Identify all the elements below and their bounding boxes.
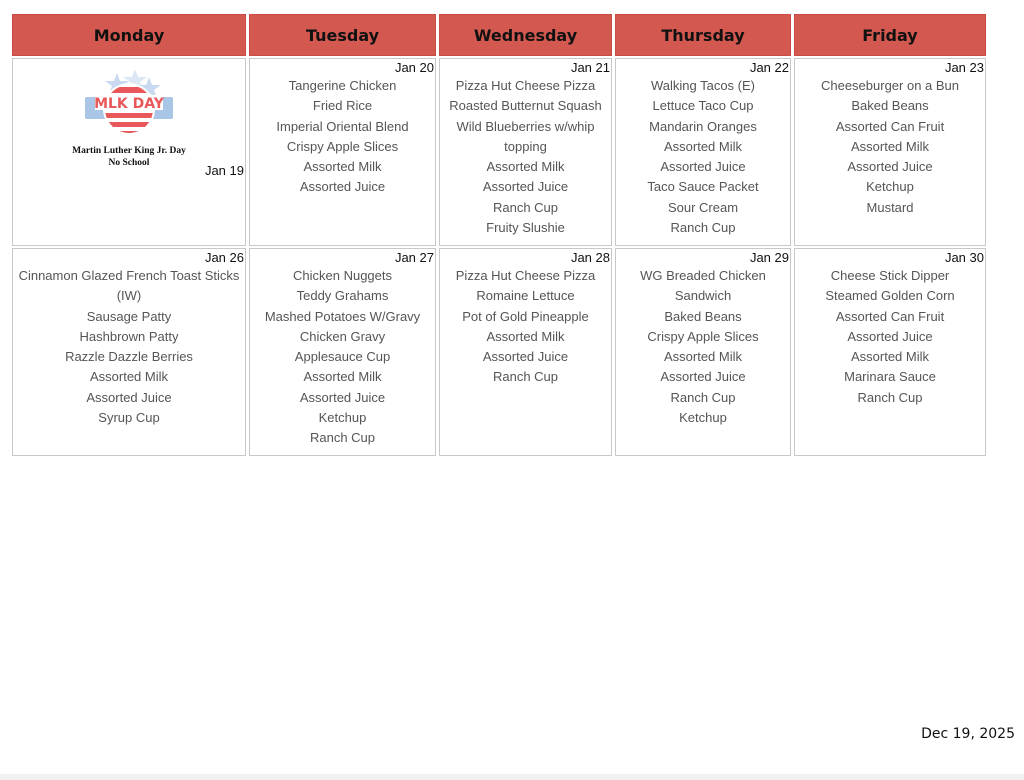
menu-item: Assorted Milk <box>486 159 565 175</box>
day-date: Jan 19 <box>204 163 244 178</box>
day-cell-jan-19 <box>12 58 246 246</box>
day-date: Jan 29 <box>749 250 789 265</box>
holiday-note: No School <box>108 158 150 168</box>
day-cell <box>249 58 436 246</box>
menu-item: Ranch Cup <box>670 220 736 236</box>
menu-item: Mandarin Oranges <box>649 118 757 134</box>
header-wednesday: Wednesday <box>439 14 612 56</box>
menu-item: Pot of Gold Pineapple <box>462 308 589 324</box>
menu-item: Assorted Milk <box>486 328 565 344</box>
menu-item: Cheese Stick Dipper <box>830 268 950 283</box>
menu-item: Assorted Milk <box>663 349 743 365</box>
menu-list <box>795 266 985 408</box>
menu-item: Cheeseburger on a Bun <box>820 78 960 93</box>
menu-item: Sausage Patty <box>86 308 172 324</box>
menu-list <box>616 266 790 428</box>
day-cell <box>794 248 986 456</box>
menu-item: Assorted Milk <box>850 349 930 365</box>
menu-item: Assorted Juice <box>299 389 386 405</box>
menu-item: Marinara Sauce <box>844 369 936 385</box>
day-date: Jan 21 <box>570 60 610 75</box>
menu-list <box>250 76 435 198</box>
day-date: Jan 27 <box>394 250 434 265</box>
menu-item: Ranch Cup <box>492 369 559 385</box>
menu-list <box>13 266 245 428</box>
menu-item: Roasted Butternut Squash <box>449 98 602 114</box>
menu-item: Assorted Milk <box>663 138 743 154</box>
menu-item: Sour Cream <box>667 199 739 215</box>
menu-list <box>795 76 985 218</box>
menu-item: Chicken Nuggets <box>293 268 392 283</box>
menu-item: Teddy Grahams <box>296 288 389 304</box>
menu-item: Romaine Lettuce <box>476 288 575 304</box>
menu-item: Assorted Milk <box>89 369 169 385</box>
menu-list <box>250 266 435 449</box>
menu-item: Ranch Cup <box>309 430 376 446</box>
menu-item: Assorted Juice <box>660 369 746 385</box>
menu-item: Baked Beans <box>664 308 742 324</box>
menu-item: WG Breaded Chicken <box>640 268 766 283</box>
day-date: Jan 30 <box>944 250 984 265</box>
week-row-2 <box>12 248 986 456</box>
day-date: Jan 26 <box>204 250 244 265</box>
menu-item: Steamed Golden Corn <box>825 288 955 304</box>
menu-item: Pizza Hut Cheese Pizza <box>455 78 596 93</box>
menu-item: Crispy Apple Slices <box>647 328 759 344</box>
weekday-header-row <box>12 14 986 56</box>
menu-item: Ketchup <box>318 410 367 426</box>
menu-item: Taco Sauce Packet <box>647 179 759 195</box>
day-cell <box>12 248 246 456</box>
mlk-day-badge-icon <box>79 67 179 139</box>
mlk-day-logo-text: MLK DAY <box>94 96 164 112</box>
menu-item: Assorted Can Fruit <box>835 118 945 134</box>
menu-item: Assorted Juice <box>86 389 172 405</box>
day-cell <box>439 58 612 246</box>
day-cell <box>615 58 791 246</box>
menu-item: Assorted Juice <box>482 179 569 195</box>
menu-item: Ketchup <box>679 410 727 426</box>
day-date: Jan 20 <box>394 60 434 75</box>
menu-item: Razzle Dazzle Berries <box>65 349 193 365</box>
menu-item: Walking Tacos (E) <box>650 78 756 93</box>
menu-item: Wild Blueberries w/whip <box>456 118 595 134</box>
header-thursday: Thursday <box>615 14 791 56</box>
menu-item: Applesauce Cup <box>294 349 391 365</box>
menu-list <box>440 266 611 388</box>
menu-item: Assorted Juice <box>299 179 386 195</box>
menu-item: Fruity Slushie <box>486 220 565 236</box>
day-cell <box>615 248 791 456</box>
menu-item: Imperial Oriental Blend <box>276 118 409 134</box>
menu-list <box>440 76 611 238</box>
menu-item: Assorted Milk <box>303 369 382 385</box>
menu-item: Ketchup <box>866 179 914 195</box>
menu-item: Sandwich <box>674 288 732 304</box>
menu-item: Syrup Cup <box>98 410 160 426</box>
day-cell <box>794 58 986 246</box>
menu-item: Mashed Potatoes W/Gravy <box>264 308 421 324</box>
menu-item: Hashbrown Patty <box>79 328 179 344</box>
day-cell <box>439 248 612 456</box>
menu-item: Assorted Juice <box>847 328 933 344</box>
menu-item: topping <box>504 138 547 154</box>
header-friday: Friday <box>794 14 986 56</box>
menu-item: Chicken Gravy <box>299 328 386 344</box>
menu-item: Fried Rice <box>312 98 373 114</box>
menu-item: Assorted Milk <box>303 159 382 175</box>
menu-item: Assorted Juice <box>847 159 933 175</box>
week-row-1 <box>12 58 986 246</box>
printed-date: Dec 19, 2025 <box>921 726 1015 742</box>
menu-item: Pizza Hut Cheese Pizza <box>455 268 596 283</box>
header-tuesday: Tuesday <box>249 14 436 56</box>
header-monday: Monday <box>12 14 246 56</box>
menu-item: (IW) <box>116 288 142 304</box>
day-date: Jan 28 <box>570 250 610 265</box>
menu-item: Assorted Juice <box>482 349 569 365</box>
menu-item: Ranch Cup <box>492 199 559 215</box>
menu-list <box>616 76 790 238</box>
day-date: Jan 22 <box>749 60 789 75</box>
holiday-name: Martin Luther King Jr. Day <box>72 146 186 156</box>
menu-item: Mustard <box>866 199 914 215</box>
menu-item: Cinnamon Glazed French Toast Sticks <box>18 268 240 283</box>
day-date: Jan 23 <box>944 60 984 75</box>
page-bottom-band <box>0 774 1024 780</box>
day-cell <box>249 248 436 456</box>
menu-item: Baked Beans <box>851 98 929 114</box>
menu-item: Ranch Cup <box>670 389 736 405</box>
menu-item: Ranch Cup <box>857 389 923 405</box>
menu-item: Assorted Can Fruit <box>835 308 945 324</box>
menu-item: Assorted Juice <box>660 159 746 175</box>
menu-item: Lettuce Taco Cup <box>652 98 754 114</box>
menu-item: Crispy Apple Slices <box>286 138 399 154</box>
menu-item: Tangerine Chicken <box>288 78 397 93</box>
menu-item: Assorted Milk <box>850 138 930 154</box>
lunch-menu-calendar <box>9 12 989 458</box>
